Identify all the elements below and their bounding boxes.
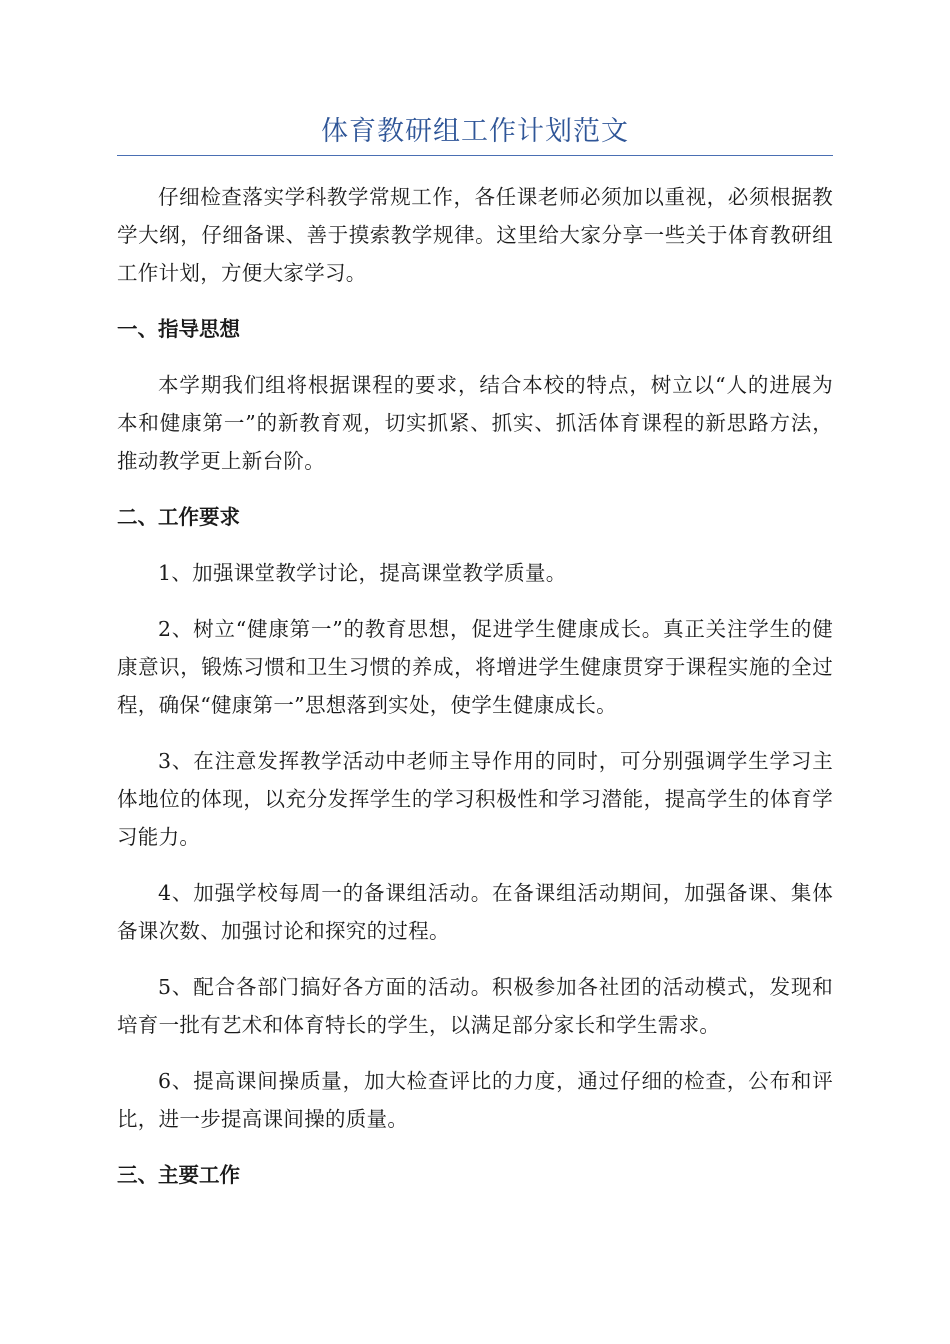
intro-paragraph: 仔细检查落实学科教学常规工作，各任课老师必须加以重视，必须根据教学大纲，仔细备课、善于摸索教学规律。这里给大家分享一些关于体育教研组工作计划，方便大家学习。 — [117, 185, 833, 285]
requirement-item-5: 5、配合各部门搞好各方面的活动。积极参加各社团的活动模式，发现和培育一批有艺术和体育特长的学生，以满足部分家长和学生需求。 — [117, 975, 833, 1037]
document-title: 体育教研组工作计划范文 — [321, 116, 629, 147]
requirement-item-4: 4、加强学校每周一的备课组活动。在备课组活动期间，加强备课、集体备课次数、加强讨论和探究的过程。 — [117, 881, 833, 943]
section-heading-main-work: 三、主要工作 — [117, 1163, 240, 1187]
requirement-item-3: 3、在注意发挥教学活动中老师主导作用的同时，可分别强调学生学习主体地位的体现，以充分发挥学生的学习积极性和学习潜能，提高学生的体育学习能力。 — [117, 749, 833, 849]
requirement-item-6: 6、提高课间操质量，加大检查评比的力度，通过仔细的检查，公布和评比，进一步提高课间操的质量。 — [117, 1069, 833, 1131]
requirement-item-1: 1、加强课堂教学讨论，提高课堂教学质量。 — [158, 561, 567, 585]
requirement-item-2: 2、树立“健康第一”的教育思想，促进学生健康成长。真正关注学生的健康意识，锻炼习惯和卫生习惯的养成，将增进学生健康贯穿于课程实施的全过程，确保“健康第一”思想落到实处，使学生健康成长。 — [117, 617, 833, 717]
section-heading-work-requirements: 二、工作要求 — [117, 505, 240, 529]
section-heading-guiding-ideology: 一、指导思想 — [117, 317, 240, 341]
section-1-paragraph: 本学期我们组将根据课程的要求，结合本校的特点，树立以“人的进展为本和健康第一”的新教育观，切实抓紧、抓实、抓活体育课程的新思路方法，推动教学更上新台阶。 — [117, 373, 833, 473]
